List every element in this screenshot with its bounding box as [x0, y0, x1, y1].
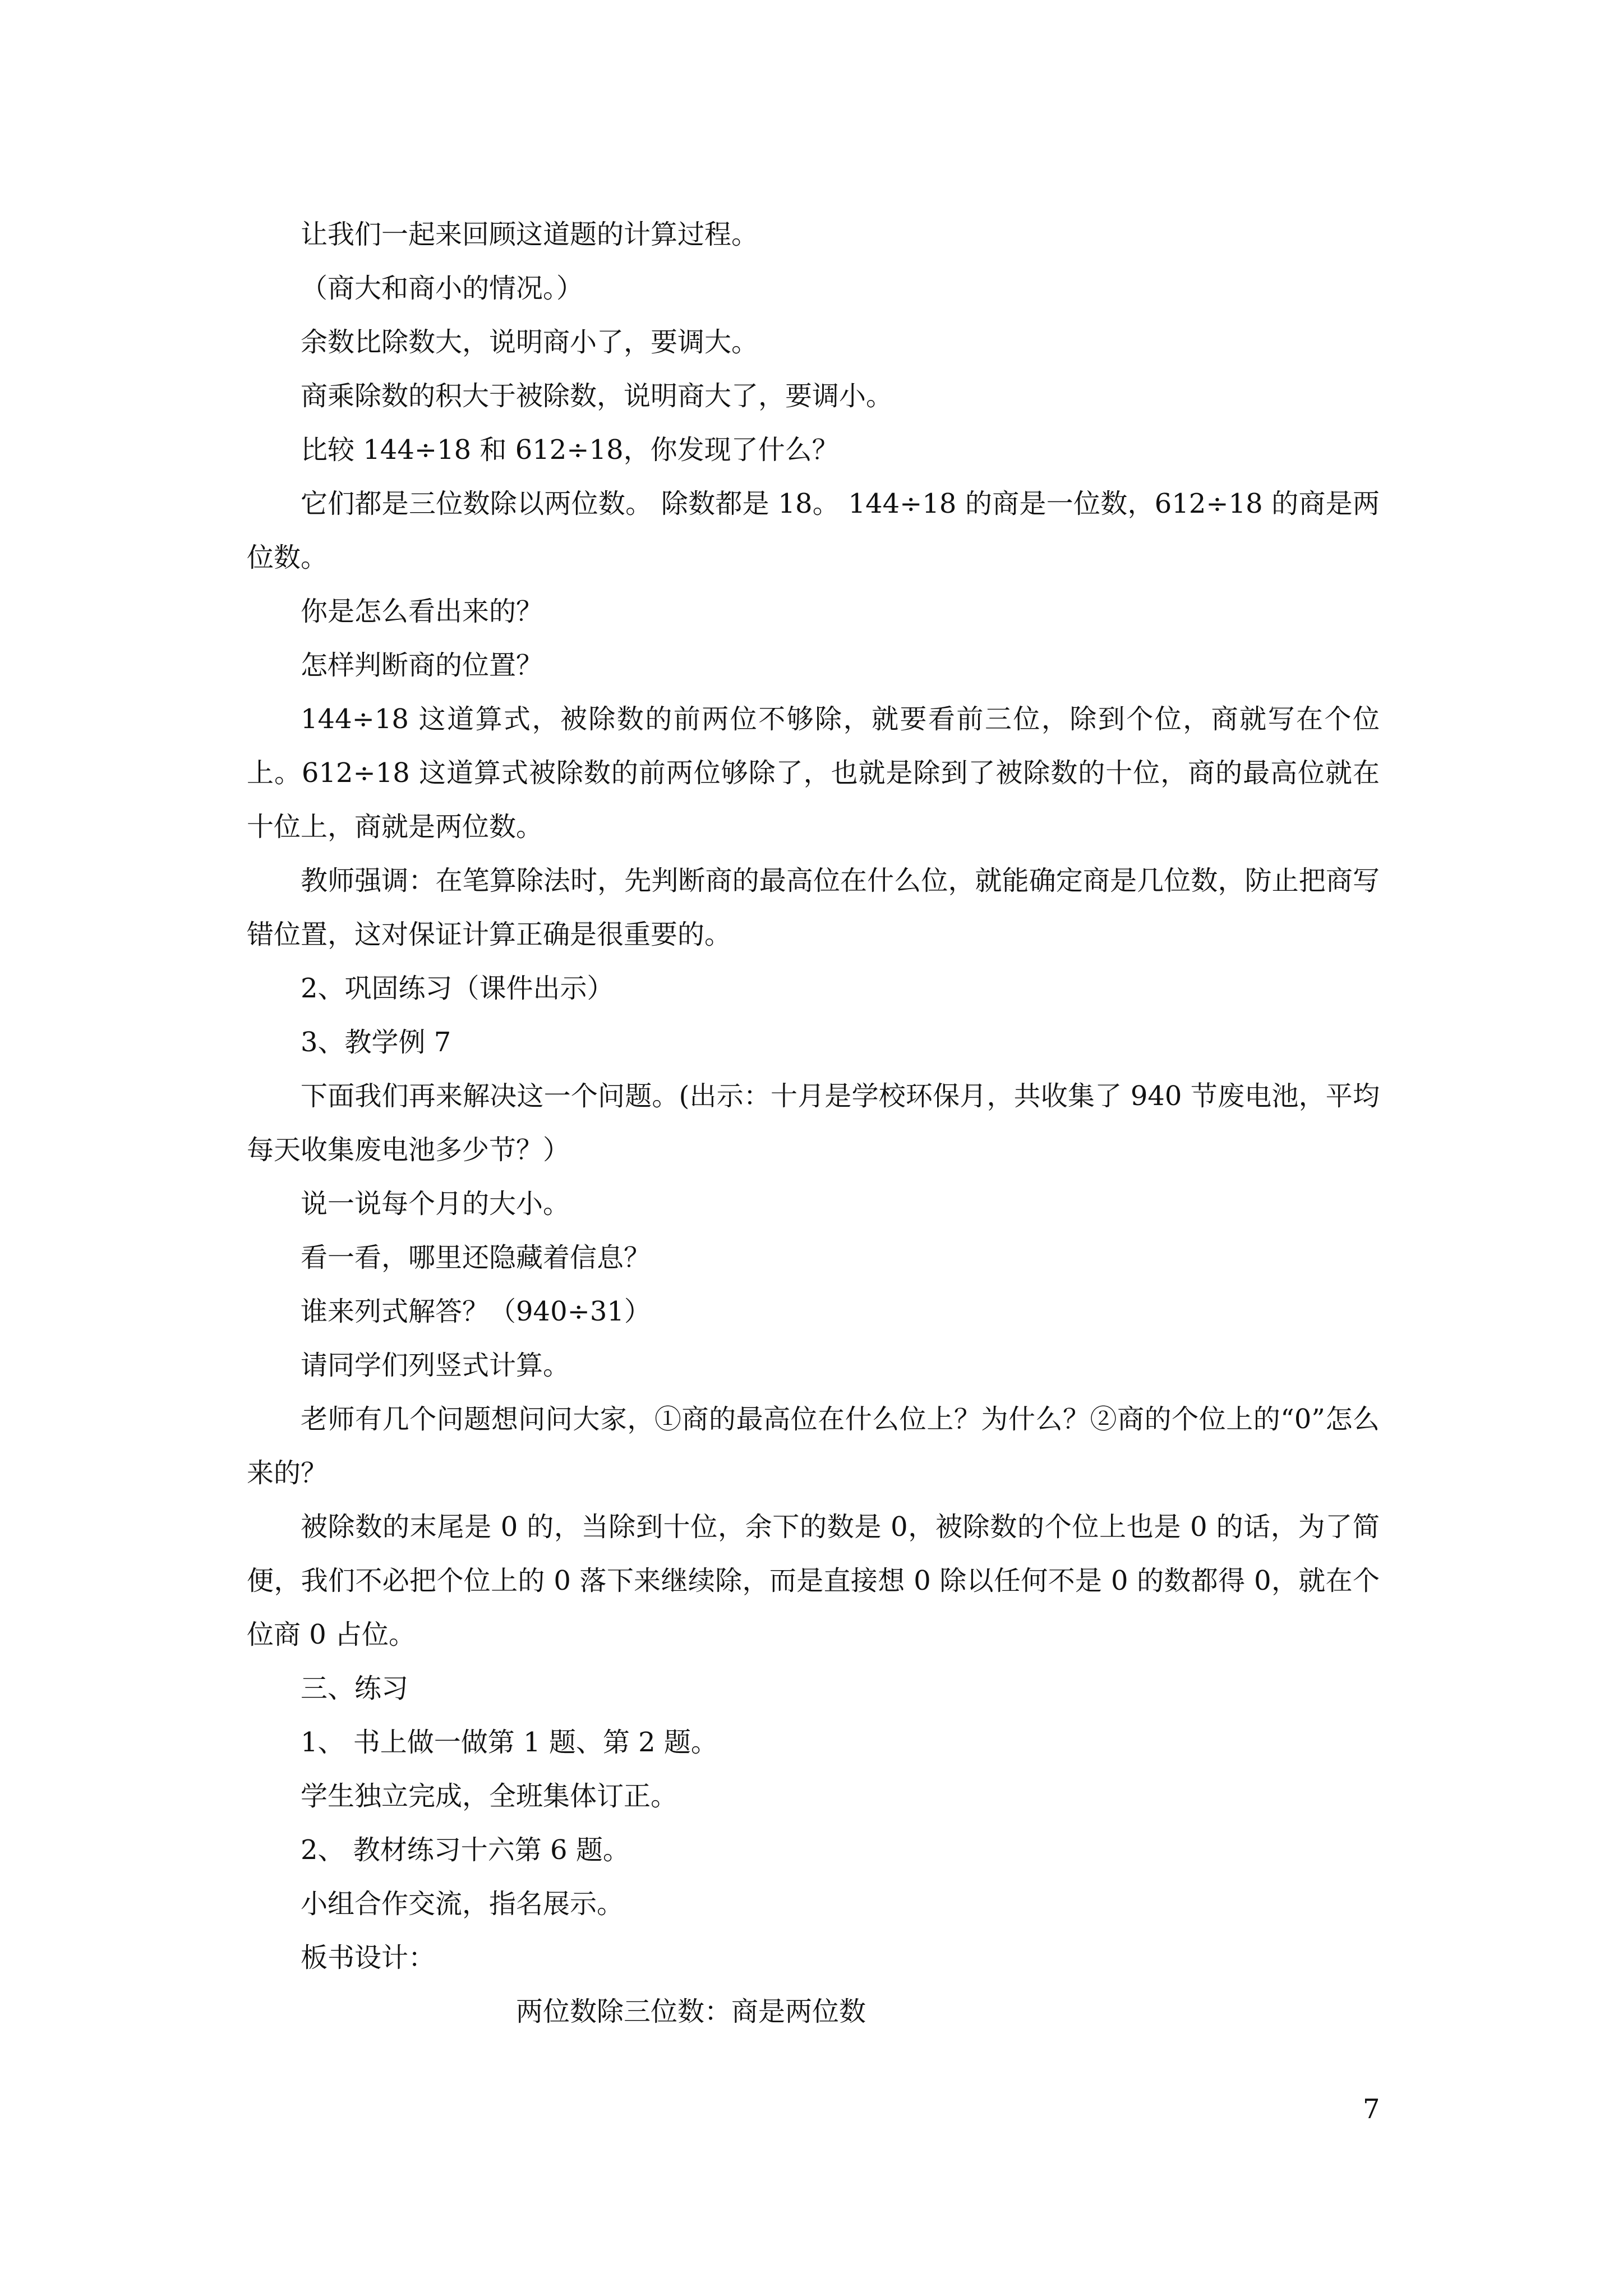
paragraph-quotient-cases: （商大和商小的情况。） — [301, 273, 584, 304]
paragraph-exercise-two: 2、 教材练习十六第 6 题。 — [301, 1834, 630, 1866]
paragraph-board-design: 板书设计： — [301, 1942, 436, 1973]
document-body — [247, 208, 1380, 2039]
paragraph-practice-heading: 2、巩固练习（课件出示） — [301, 973, 614, 1004]
paragraph-remainder-rule: 余数比除数大，说明商小了，要调大。 — [301, 326, 759, 358]
paragraph-hidden-info: 看一看，哪里还隐藏着信息？ — [301, 1242, 651, 1273]
paragraph-zero-explanation: 被除数的末尾是 0 的，当除到十位，余下的数是 0，被除数的个位上也是 0 的话，为了简便，我们不必把个位上的 0 落下来继续除，而是直接想 0 除以任何不是 0 的数都得 0，就在个位商 0 占位。 — [247, 1511, 1380, 1650]
paragraph-teacher-questions: 老师有几个问题想问问大家，①商的最高位在什么位上？为什么？②商的个位上的“0”怎么来的？ — [247, 1404, 1380, 1489]
paragraph-group-work: 小组合作交流，指名展示。 — [301, 1888, 624, 1920]
paragraph-independent-work: 学生独立完成，全班集体订正。 — [301, 1780, 678, 1812]
paragraph-compare-answer: 它们都是三位数除以两位数。 除数都是 18。 144÷18 的商是一位数，612÷18 的商是两位数。 — [247, 488, 1380, 573]
paragraph-position-explanation: 144÷18 这道算式，被除数的前两位不够除，就要看前三位，除到个位，商就写在个位上。612÷18 这道算式被除数的前两位够除了，也就是除到了被除数的十位，商的最高位就在十位上，商就是两位数。 — [247, 703, 1380, 843]
paragraph-vertical-calc: 请同学们列竖式计算。 — [301, 1350, 570, 1381]
paragraph-judge-position: 怎样判断商的位置？ — [301, 650, 543, 681]
paragraph-compare-question: 比较 144÷18 和 612÷18，你发现了什么？ — [301, 434, 839, 466]
paragraph-review-calculation: 让我们一起来回顾这道题的计算过程。 — [301, 219, 759, 250]
page-number: 7 — [1363, 2093, 1380, 2125]
paragraph-exercise-one: 1、 书上做一做第 1 题、第 2 题。 — [301, 1727, 718, 1758]
paragraph-example-heading: 3、教学例 7 — [301, 1027, 451, 1058]
paragraph-month-size: 说一说每个月的大小。 — [301, 1188, 570, 1220]
paragraph-battery-problem: 下面我们再来解决这一个问题。(出示：十月是学校环保月，共收集了 940 节废电池，平均每天收集废电池多少节？） — [247, 1080, 1380, 1166]
paragraph-formula-answer: 谁来列式解答？（940÷31） — [301, 1296, 651, 1327]
paragraph-teacher-emphasis: 教师强调：在笔算除法时，先判断商的最高位在什么位，就能确定商是几位数，防止把商写错位置，这对保证计算正确是很重要的。 — [247, 865, 1380, 950]
board-design-title: 两位数除三位数：商是两位数 — [516, 1996, 866, 2027]
paragraph-product-rule: 商乘除数的积大于被除数，说明商大了，要调小。 — [301, 380, 893, 412]
paragraph-how-see: 你是怎么看出来的？ — [301, 596, 543, 627]
paragraph-exercise-heading: 三、练习 — [301, 1673, 409, 1704]
